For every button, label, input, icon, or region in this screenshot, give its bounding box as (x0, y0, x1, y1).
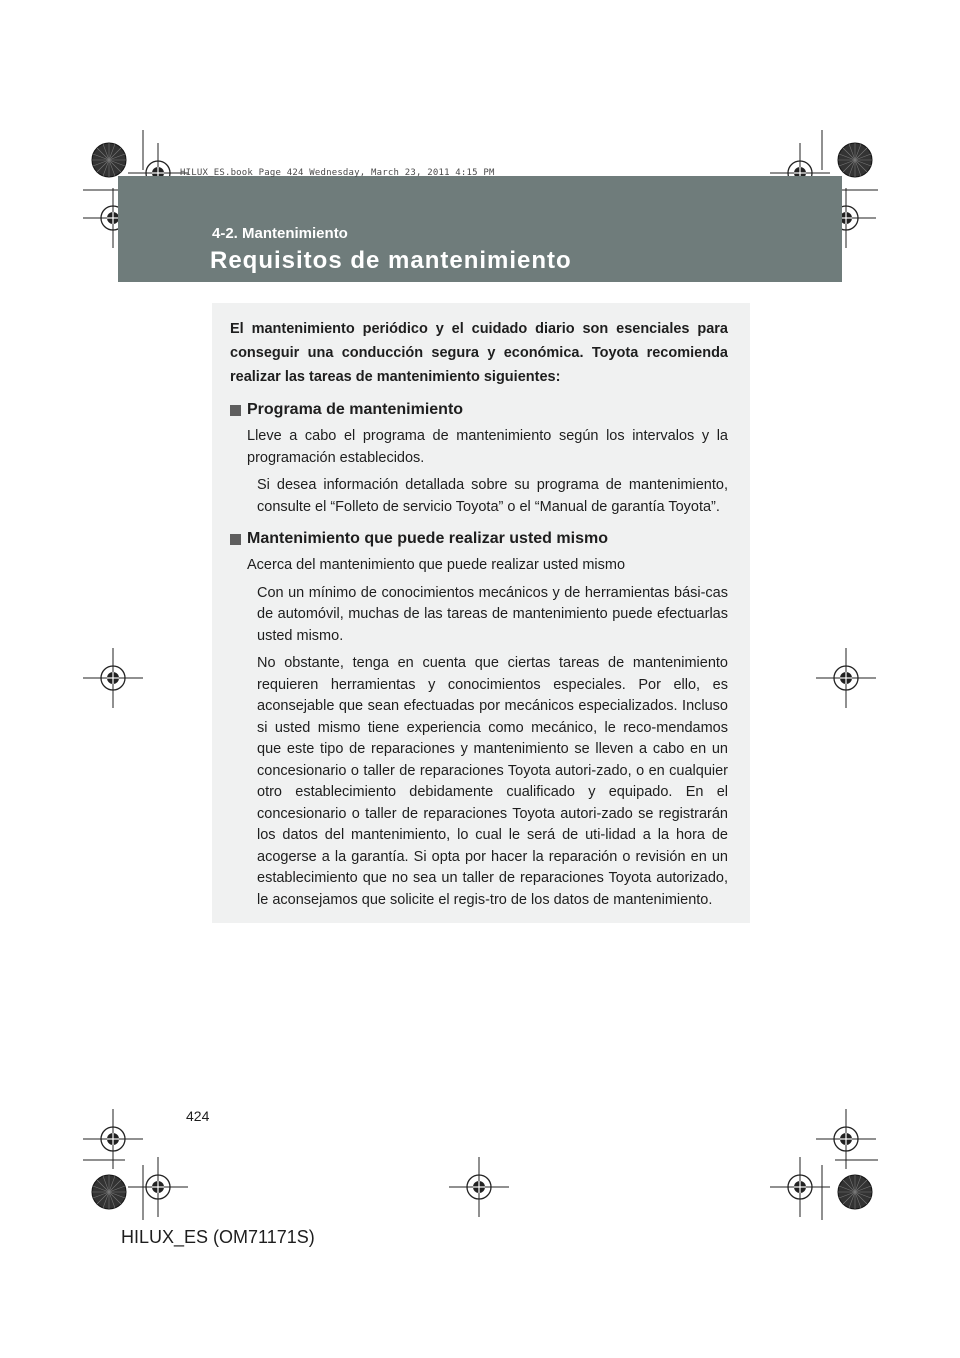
section-lead: Lleve a cabo el programa de mantenimiento según los intervalos y la programación establecidos. (247, 428, 728, 466)
page-title: Requisitos de mantenimiento (210, 247, 572, 274)
section-label: 4-2. Mantenimiento (212, 225, 348, 242)
section-body-paragraph: Si desea información detallada sobre su programa de mantenimiento, consulte el “Folleto de servicio Toyota” o el “Manual de garantía Toyota”. (257, 477, 728, 515)
content-box (212, 303, 750, 923)
intro-paragraph: El mantenimiento periódico y el cuidado diario son esenciales para conseguir una conducción segura y económica. Toyota recomienda realizar las tareas de mantenimiento siguientes: (230, 321, 728, 385)
section-heading-mantenimiento-propio (230, 528, 728, 550)
section-body-paragraph: No obstante, tenga en cuenta que ciertas tareas de mantenimiento requieren herramientas y conocimientos especiales. Por ello, es aconsejable que sean efectuadas por mecánicos especializados. Incluso si usted mismo tiene experiencia como mecánico, le reco-mendamos que este tipo de reparaciones y mantenimiento se lleven a cabo en un concesionario o taller de reparaciones Toyota autori-zado, o en cualquier otro establecimiento debidamente cualificado y equipado. En el concesionario o taller de reparaciones Toyota autori-zado se registrarán los datos del mantenimiento, lo cual le será de uti-lidad a la hora de acogerse a la garantía. Si opta por hacer la reparación o revisión en un establecimiento que no sea un taller de reparaciones Toyota autorizado, le aconsejamos que solicite el regis-tro de los datos de mantenimiento. (257, 655, 728, 908)
section-heading-programa (230, 399, 728, 421)
print-stamp: HILUX_ES.book Page 424 Wednesday, March 23, 2011 4:15 PM (180, 168, 495, 178)
section-heading-text: Mantenimiento que puede realizar usted mismo (247, 530, 608, 547)
section-lead: Acerca del mantenimiento que puede realizar usted mismo (247, 557, 626, 573)
page-number: 424 (186, 1108, 210, 1124)
footer-manual-code: HILUX_ES (OM71171S) (121, 1227, 315, 1247)
section-heading-text: Programa de mantenimiento (247, 401, 464, 418)
square-bullet-icon (230, 405, 241, 416)
section-body-paragraph: Con un mínimo de conocimientos mecánicos y de herramientas bási-cas de automóvil, muchas de las tareas de mantenimiento puede efectuarlas usted mismo. (257, 584, 728, 644)
square-bullet-icon (230, 534, 241, 545)
